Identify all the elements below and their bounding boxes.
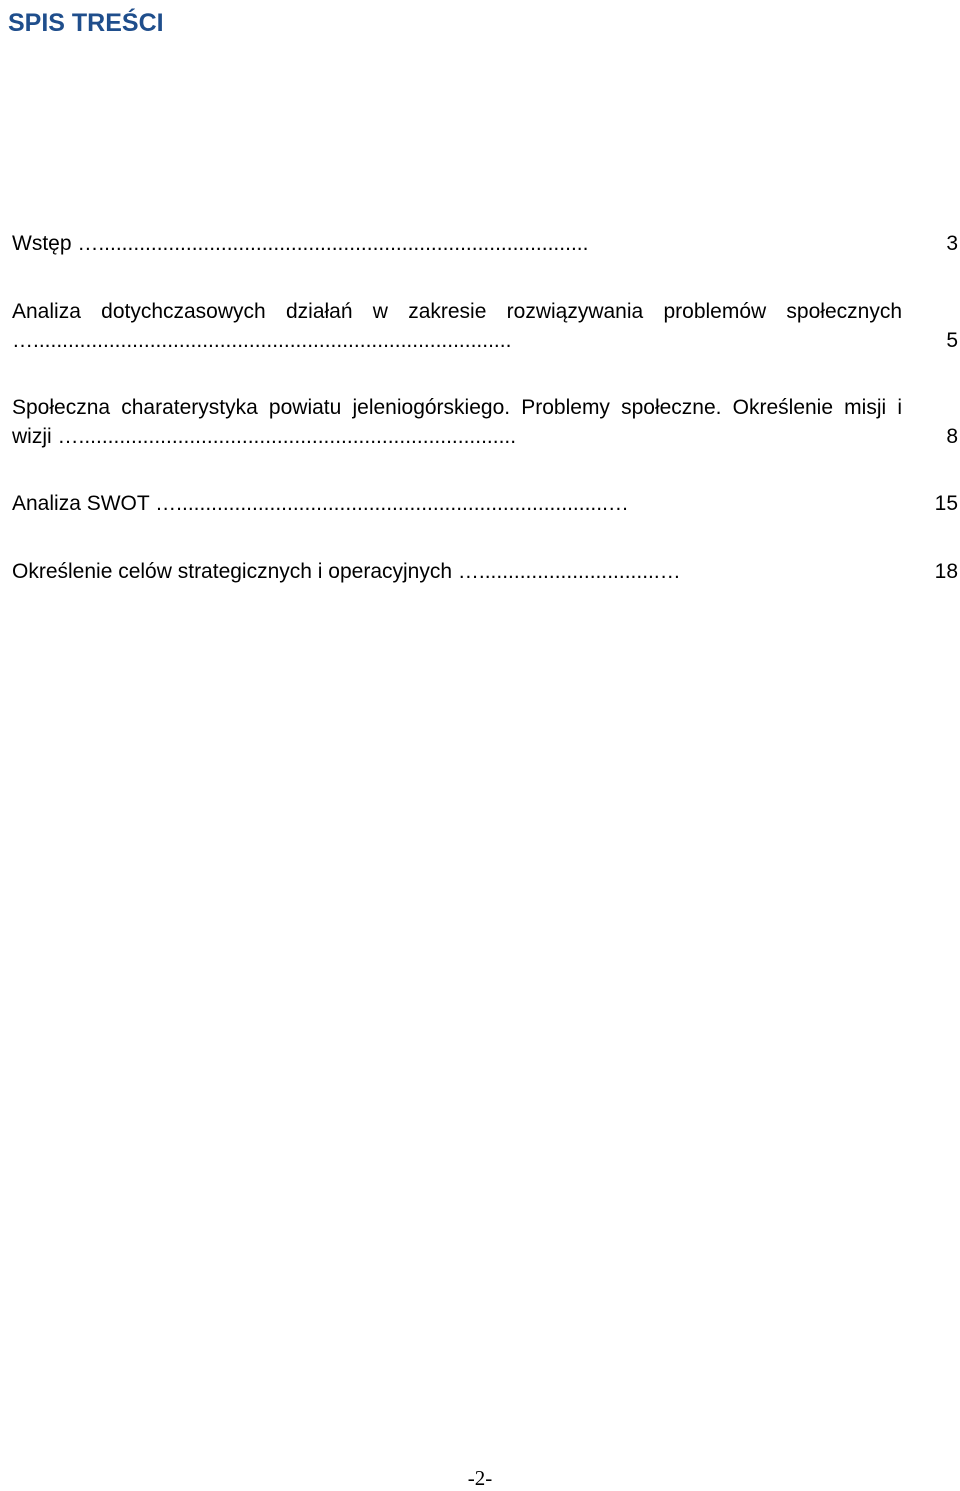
toc-entry-wstep[interactable]	[12, 229, 958, 258]
toc-entry-page: 18	[934, 560, 958, 583]
toc-entry-charakterystyka[interactable]	[12, 393, 958, 451]
page-number: -2-	[467, 1466, 493, 1490]
toc-entry-text: Określenie celów strategicznych i operacyjnych …...............................…	[12, 560, 681, 583]
toc-entry-analiza-dzialan[interactable]	[12, 297, 958, 355]
toc-entry-text: Analiza SWOT …..........................................................................…	[12, 492, 629, 515]
toc-entry-cele[interactable]	[12, 557, 958, 586]
toc-entry-page: 3	[946, 232, 958, 255]
page-title: SPIS TREŚCI	[8, 9, 164, 37]
toc-entry-text: Analiza dotychczasowych działań w zakresie rozwiązywania problemów społecznych …..................................................................................	[12, 300, 902, 352]
toc-entry-page: 15	[934, 492, 958, 515]
toc-entry-page: 8	[946, 425, 958, 448]
toc-entry-text: Społeczna charaterystyka powiatu jeleniogórskiego. Problemy społeczne. Określenie misji i wizji …...........................................................................	[12, 396, 902, 448]
table-of-contents	[12, 229, 958, 586]
toc-entry-swot[interactable]	[12, 489, 958, 518]
toc-entry-page: 5	[946, 329, 958, 352]
toc-entry-text: Wstęp …....................................................................................	[12, 232, 589, 255]
